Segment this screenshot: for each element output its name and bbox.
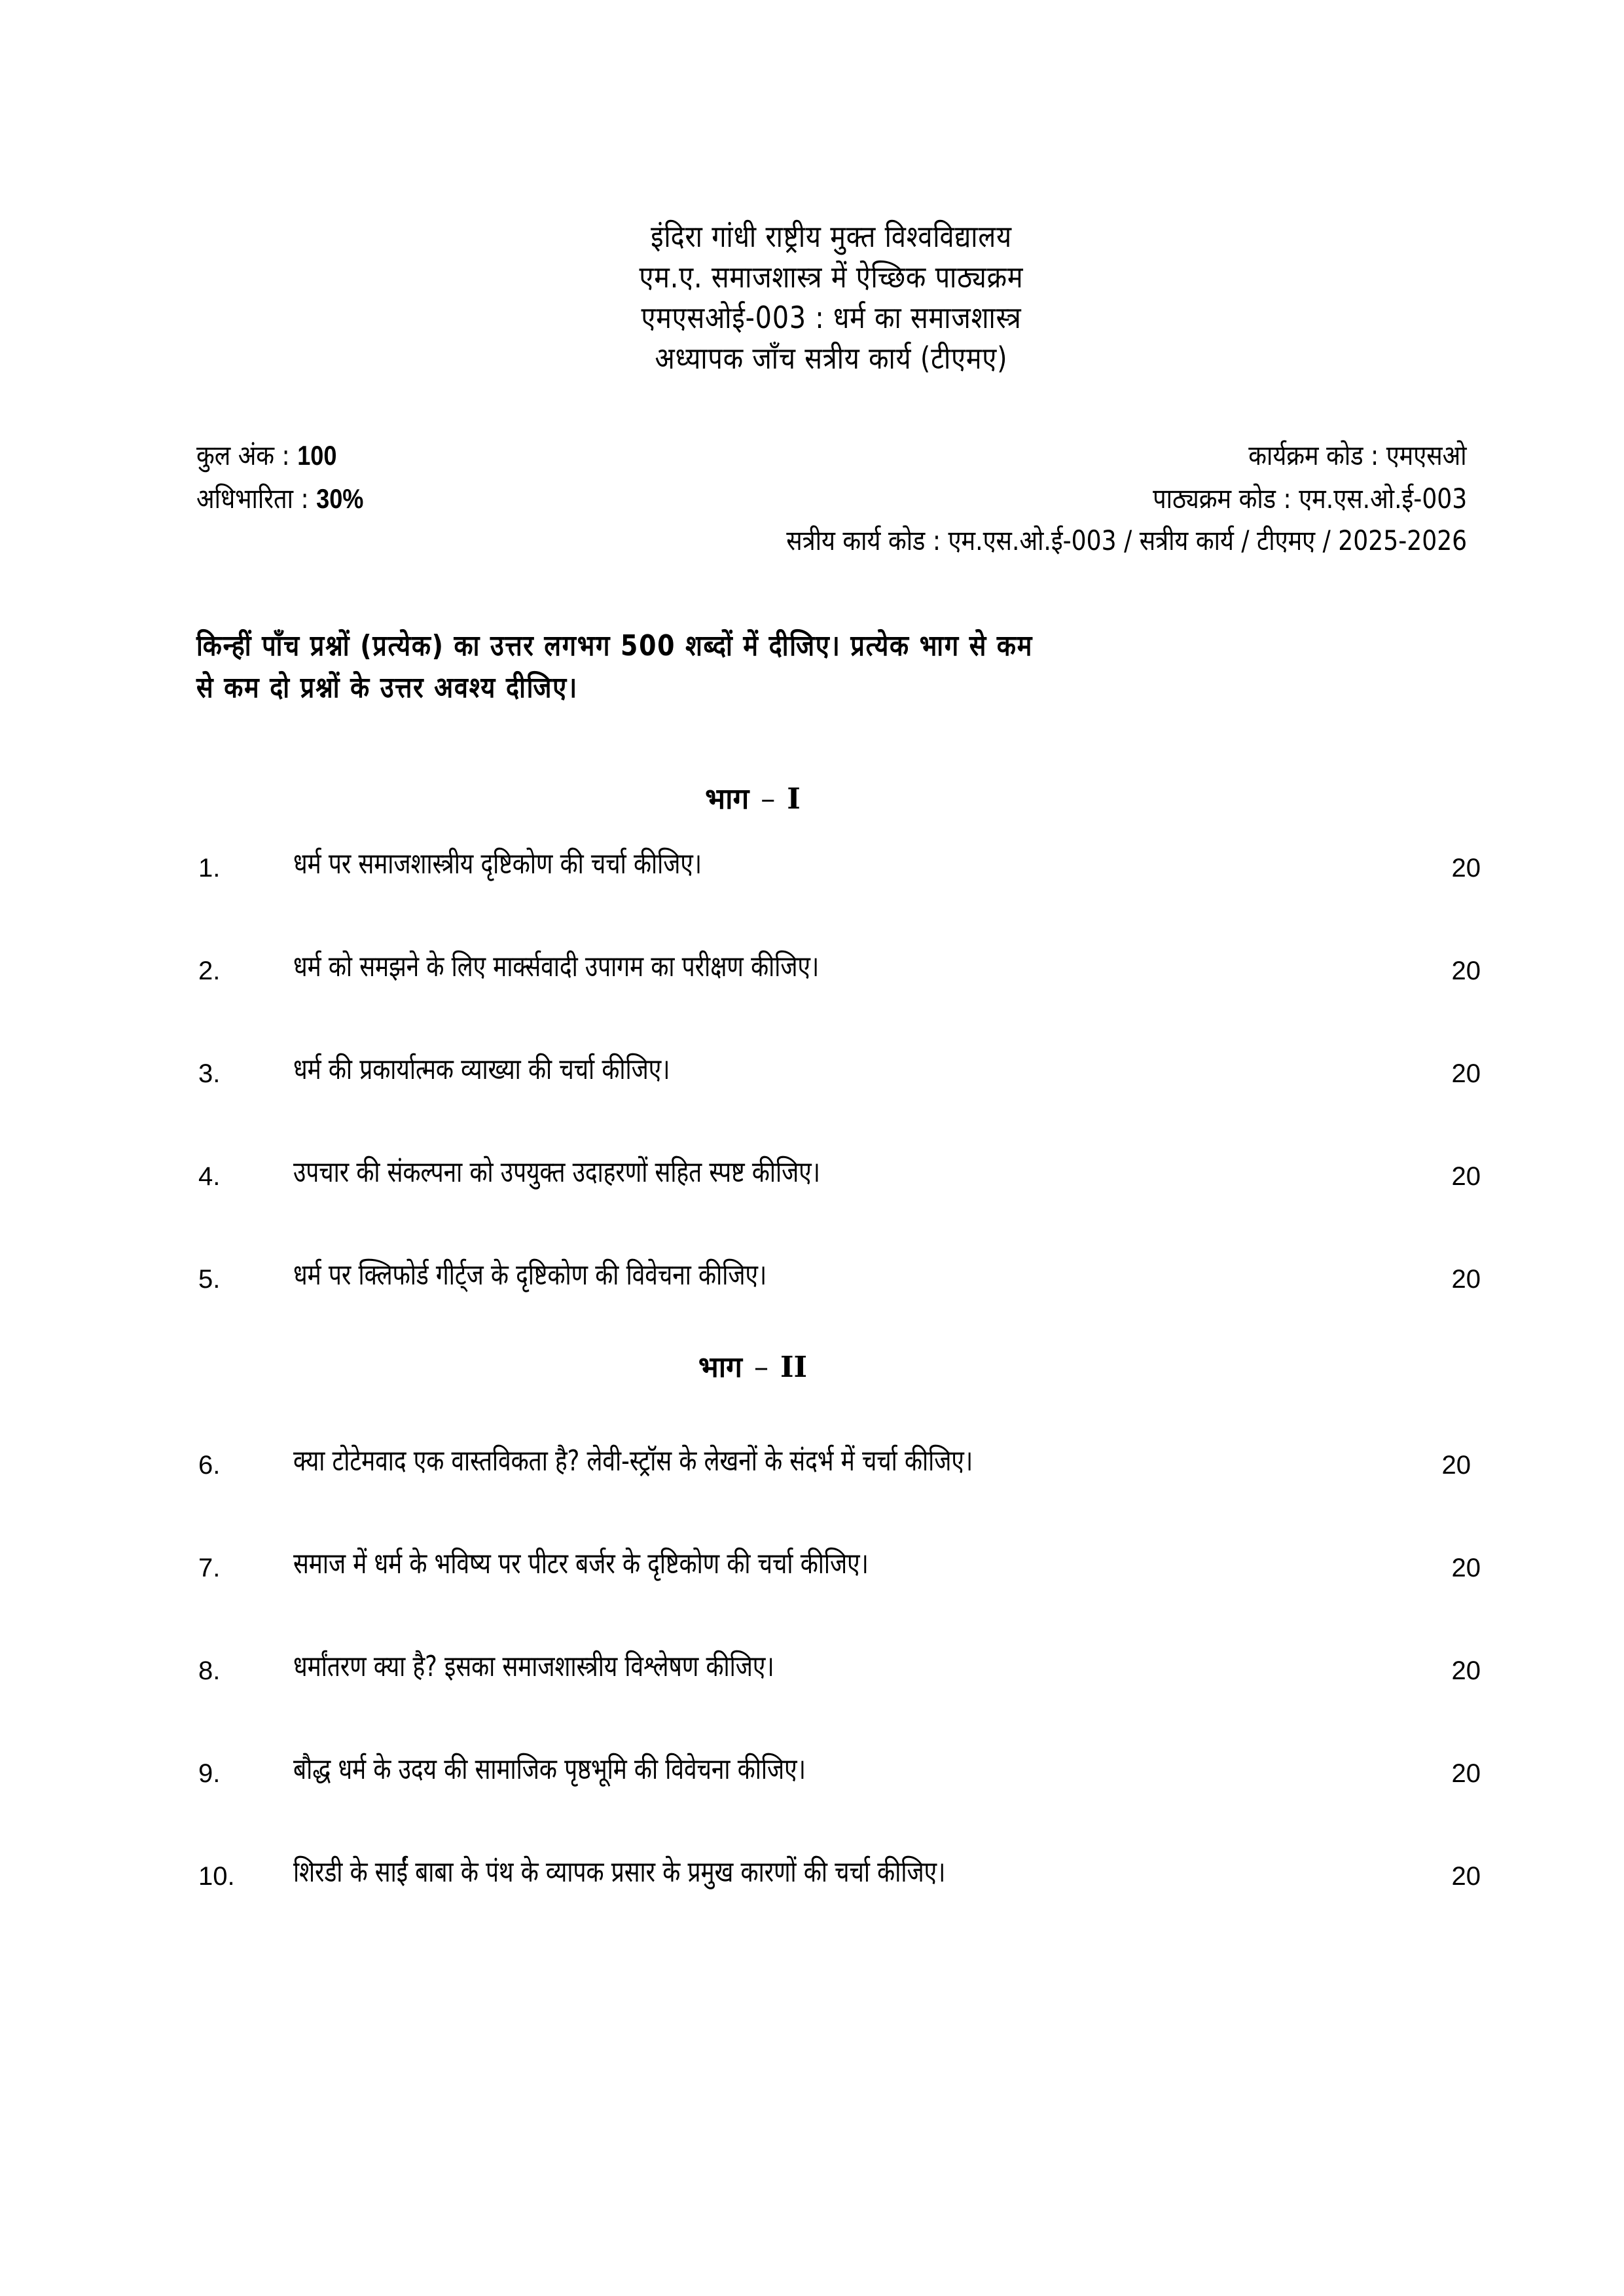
question-number: 8. (198, 1656, 221, 1685)
question-text: उपचार की संकल्पना को उपयुक्त उदाहरणों सहित स्पष्ट कीजिए। (293, 1156, 821, 1189)
question-number: 9. (198, 1759, 221, 1788)
question-text: धर्म पर समाजशास्त्रीय दृष्टिकोण की चर्चा कीजिए। (293, 847, 702, 881)
question-text: शिरडी के साईं बाबा के पंथ के व्यापक प्रसार के प्रमुख कारणों की चर्चा कीजिए। (293, 1855, 946, 1889)
question-row (0, 1754, 1624, 1793)
section-heading-part-2 (655, 1349, 851, 1386)
question-marks: 20 (1451, 1862, 1481, 1891)
max-marks (196, 437, 336, 474)
programme-code-value: एमएसओ (1386, 439, 1467, 471)
max-marks-value: 100 (297, 440, 337, 471)
weightage-label: अधिभारिता : (196, 483, 309, 515)
question-number: 10. (198, 1862, 235, 1891)
assignment-code (786, 522, 1467, 559)
section-dash: – (761, 782, 776, 816)
weightage-value: 30% (316, 483, 364, 514)
instructions (196, 625, 1322, 709)
question-marks: 20 (1451, 1162, 1481, 1191)
question-number: 5. (198, 1265, 221, 1294)
programme-code-label: कार्यक्रम कोड : (1248, 439, 1379, 471)
question-row (0, 1054, 1624, 1093)
question-marks: 20 (1451, 1656, 1481, 1685)
question-text: धर्म को समझने के लिए मार्क्सवादी उपागम का परीक्षण कीजिए। (293, 950, 820, 983)
question-marks: 20 (1441, 1451, 1471, 1480)
course-title: एमएसओई-003 : धर्म का समाजशास्त्र (641, 300, 1022, 335)
question-marks: 20 (1451, 1265, 1481, 1294)
course-code (1153, 481, 1467, 517)
section-dash: – (753, 1351, 768, 1384)
question-marks: 20 (1451, 1554, 1481, 1582)
max-marks-label: कुल अंक : (196, 439, 290, 471)
question-text: समाज में धर्म के भविष्य पर पीटर बर्जर के दृष्टिकोण की चर्चा कीजिए। (293, 1547, 869, 1580)
question-marks: 20 (1451, 1759, 1481, 1788)
question-number: 4. (198, 1162, 221, 1191)
weightage (196, 481, 363, 517)
assignment-code-label: सत्रीय कार्य कोड : (786, 524, 941, 556)
question-text: धर्म की प्रकार्यात्मक व्याख्या की चर्चा कीजिए। (293, 1053, 670, 1086)
question-marks: 20 (1451, 1059, 1481, 1088)
question-row (0, 1446, 1624, 1485)
question-row (0, 848, 1624, 888)
question-row (0, 1157, 1624, 1196)
programme-title: एम.ए. समाजशास्त्र में ऐच्छिक पाठ्यक्रम (639, 259, 1024, 295)
document-header (484, 216, 1178, 378)
question-text: क्या टोटेमवाद एक वास्तविकता है? लेवी-स्ट्रॉस के लेखनों के संदर्भ में चर्चा कीजिए। (293, 1444, 973, 1478)
question-marks: 20 (1451, 957, 1481, 985)
question-row (0, 951, 1624, 991)
question-row (0, 1857, 1624, 1896)
programme-code (1249, 437, 1467, 474)
question-text: धर्मांतरण क्या है? इसका समाजशास्त्रीय विश्लेषण कीजिए। (293, 1650, 774, 1683)
course-code-value: एम.एस.ओ.ई-003 (1298, 483, 1467, 515)
question-text: धर्म पर क्लिफोर्ड गीर्ट्ज के दृष्टिकोण की विवेचना कीजिए। (293, 1258, 767, 1292)
instructions-line-2: से कम दो प्रश्नों के उत्तर अवश्य दीजिए। (196, 671, 578, 704)
section-label: भाग (698, 1351, 742, 1384)
section-label: भाग (705, 782, 749, 816)
question-marks: 20 (1451, 854, 1481, 883)
course-code-label: पाठ्यक्रम कोड : (1152, 483, 1291, 515)
question-number: 6. (198, 1451, 221, 1480)
question-row (0, 1548, 1624, 1588)
question-number: 1. (198, 854, 221, 883)
question-number: 7. (198, 1554, 221, 1582)
question-text: बौद्ध धर्म के उदय की सामाजिक पृष्ठभूमि की विवेचना कीजिए। (293, 1753, 806, 1786)
question-row (0, 1260, 1624, 1299)
question-number: 3. (198, 1059, 221, 1088)
assignment-code-value: एम.एस.ओ.ई-003 / सत्रीय कार्य / टीएमए / 2025-2026 (948, 524, 1467, 556)
section-numeral: I (787, 782, 801, 816)
assignment-type: अध्यापक जाँच सत्रीय कार्य (टीएमए) (655, 340, 1008, 376)
instructions-line-1: किन्हीं पाँच प्रश्नों (प्रत्येक) का उत्तर लगभग 500 शब्दों में दीजिए। प्रत्येक भाग से कम (196, 629, 1034, 663)
section-numeral: II (780, 1351, 808, 1384)
question-number: 2. (198, 957, 221, 985)
question-row (0, 1651, 1624, 1690)
section-heading-part-1 (655, 781, 851, 818)
university-name: इंदिरा गांधी राष्ट्रीय मुक्त विश्वविद्यालय (651, 219, 1012, 254)
